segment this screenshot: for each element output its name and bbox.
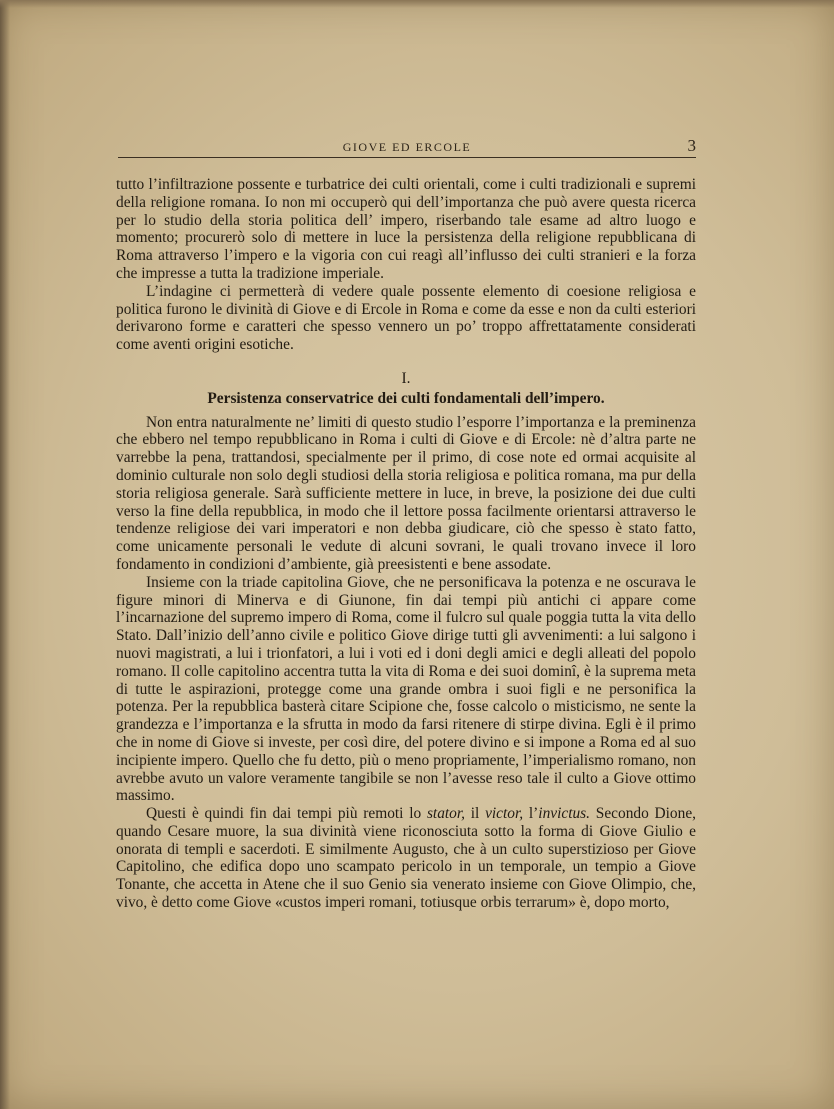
running-title: GIOVE ED ERCOLE	[342, 140, 472, 154]
section-title: Persistenza conservatrice dei culti fondamentali dell’impero.	[207, 389, 605, 407]
paragraph-section-1: Non entra naturalmente ne’ limiti di questo studio l’esporre l’importanza e la preminenza che ebbero nel tempo repubblicano in Roma i culti di Giove e di Ercole: nè d’altra parte ne varrebbe la pena, trattandosi, specialmente per il primo, di cose note ed ormai acquisite al dominio culturale non solo degli studiosi della storia religiosa e politica romana, ma pur della storia religiosa generale. Sarà sufficiente mettere in luce, in breve, la posizione dei due culti verso la fine della repubblica, in modo che il lettore possa facilmente orientarsi attraverso le tendenze religiose dei vari imperatori e non debba giudicare, ciò che spesso è stato fatto, come unicamente personali le vedute di alcuni sovrani, le quali trovano invece il loro fondamento in condizioni d’ambiente, già preesistenti e bene assodate.	[116, 413, 696, 573]
running-head	[118, 137, 696, 159]
p3-text-b: il	[465, 805, 486, 823]
p3-text-d: Secondo Dione, quando Cesare muore, la sua divinità viene riconosciuta sotto la forma di Giove Giulio e onorata di templi e sacerdoti. E similmente Augusto, che à un culto superstizioso per Giove Capitolino, che edifica dopo uno scampato pericolo in un temporale, un tempio a Giove Tonante, che accetta in Atene che il suo Genio sia venerato insieme con Giove Olimpio, che, vivo, è detto come Giove «custos imperi romani, totiusque orbis terrarum» è, dopo morto,	[116, 805, 696, 912]
body-text	[116, 176, 696, 912]
italic-invictus: invictus.	[538, 805, 591, 823]
header-rule	[118, 157, 696, 158]
italic-victor: victor,	[485, 805, 524, 823]
italic-stator: stator,	[426, 805, 465, 823]
section-number: I.	[401, 369, 411, 387]
p3-text-c: l’	[523, 805, 539, 823]
paragraph-intro-1: tutto l’infiltrazione possente e turbatrice dei culti orientali, come i culti tradizionali e supremi della religione romana. Io non mi occuperò qui dell’importanza che può avere questa ricerca per lo studio della storia politica dell’ impero, riserbando tale esame ad altro luogo e momento; procurerò solo di mettere in luce la persistenza della religione repubblicana di Roma attraverso l’impero e la vigoria con cui reagì all’influsso dei culti stranieri e la forza che impresse a tutta la tradizione imperiale.	[116, 176, 696, 282]
paragraph-section-3	[116, 805, 696, 912]
p3-text-a: Questi è quindi fin dai tempi più remoti lo	[146, 805, 427, 823]
paragraph-intro-2: L’indagine ci permetterà di vedere quale possente elemento di coesione religiosa e politica furono le divinità di Giove e di Ercole in Roma e come da esse e non da culti esteriori derivarono forme e caratteri che spesso vennero un po’ troppo affrettatamente considerati come aventi origini esotiche.	[116, 282, 696, 354]
paragraph-section-2: Insieme con la triade capitolina Giove, che ne personificava la potenza e ne oscurava le figure minori di Minerva e di Giunone, fin dai tempi più antichi ci appare come l’incarnazione del supremo impero di Roma, come il fulcro sul quale poggia tutta la vita dello Stato. Dall’inizio dell’anno civile e politico Giove dirige tutti gli avvenimenti: a lui salgono i nuovi magistrati, a lui i trionfatori, a lui i voti ed i doni degli amici e degli alleati del popolo romano. Il colle capitolino accentra tutta la vita di Roma e dei suoi dominî, è la suprema meta di tutte le aspirazioni, protegge come una grande ombra i suoi figli e ne personifica la potenza. Per la repubblica basterà citare Scipione che, fosse calcolo o misticismo, ne sente la grandezza e l’importanza e la sfrutta in modo da farsi ritenere di stirpe divina. Egli è il primo che in nome di Giove si investe, per così dire, del potere divino e si impone a Roma ed al suo incipiente impero. Quello che fu detto, più o meno propriamente, l’imperialismo romano, non avrebbe avuto un valore veramente tangibile se non l’avesse reso tale il culto a Giove ottimo massimo.	[116, 573, 696, 805]
page-number: 3	[687, 136, 696, 155]
